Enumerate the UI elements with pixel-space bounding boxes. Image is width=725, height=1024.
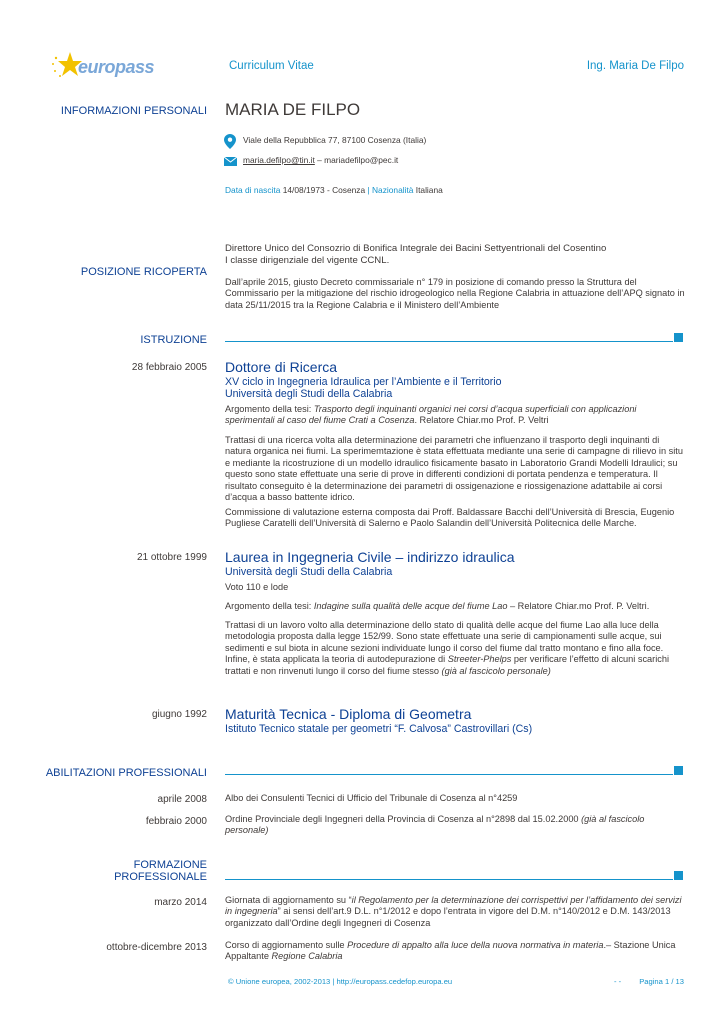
edu-date-1: 28 febbraio 2005	[131, 362, 207, 373]
thesis-label: Argomento della tesi:	[225, 601, 314, 611]
section-rule	[225, 879, 673, 880]
qual-date-2: febbraio 2000	[145, 816, 207, 827]
edu-title-2: Laurea in Ingegneria Civile – indirizzo idraulica	[225, 549, 515, 565]
email-link[interactable]: maria.defilpo@tin.it	[243, 155, 315, 165]
edu-sub1-3: Istituto Tecnico statale per geometri “F. Calvosa” Castrovillari (Cs)	[225, 723, 533, 735]
edu-sub2-1: Università degli Studi della Calabria	[225, 388, 393, 400]
section-education: ISTRUZIONE	[140, 334, 207, 346]
edu-para2-1: Commissione di valutazione esterna composta dai Proff. Baldassare Bacchi dell’Università di Brescia, Eugenio Pugliese Caratelli dell’Università di Salerno e Paolo Salandin dell’Università Politecnica delle Marche.	[225, 507, 675, 529]
section-position: POSIZIONE RICOPERTA	[80, 266, 207, 278]
para-rest: per verificare l’effetto di alcuni scarichi trattati e non rinvenuti lungo il corso del fiume stesso	[225, 654, 669, 676]
footer-page: Pagina 1 / 13	[639, 977, 684, 986]
qual-text-2	[225, 814, 685, 837]
training-italic: Procedure di appalto alla luce della nuova normativa in materia	[347, 940, 604, 950]
thesis-label: Argomento della tesi:	[225, 404, 314, 414]
training-pre: Corso di aggiornamento sulle	[225, 940, 348, 950]
pec-email: – mariadefilpo@pec.it	[314, 155, 399, 165]
edu-para1-2	[225, 620, 685, 677]
section-square	[674, 333, 683, 342]
section-square	[674, 871, 683, 880]
nationality-value: Italiana	[413, 185, 443, 195]
para-tail: (già al fascicolo personale)	[441, 665, 551, 676]
qual-text-1: Albo dei Consulenti Tecnici di Ufficio del Tribunale di Cosenza al n°4259	[225, 793, 518, 803]
footer-dashes: - -	[614, 977, 622, 986]
position-line1: Direttore Unico del Consozrio di Bonifica Integrale dei Bacini Settyentrionali del Cosentino	[225, 243, 607, 254]
thesis-rest: . Relatore Chiar.mo Prof. P. Veltri	[414, 415, 549, 426]
training-date-2: ottobre-dicembre 2013	[106, 942, 207, 953]
training-italic2: Regione Calabria	[271, 951, 343, 962]
europass-logo-text: europass	[78, 57, 155, 77]
person-name: MARIA DE FILPO	[225, 100, 361, 119]
training-text-1	[225, 895, 685, 929]
section-rule	[225, 774, 673, 775]
training-italic: il Regolamento per la determinazione dei corrispettivi per l’affidamento dei servizi in ingegneria	[225, 895, 682, 917]
thesis-title: Indagine sulla qualità delle acque del fiume Lao	[313, 601, 508, 611]
qual-date-1: aprile 2008	[157, 794, 207, 805]
edu-grade-2: Voto 110 e lode	[225, 582, 289, 592]
location-pin-icon	[224, 134, 236, 149]
position-line2: I classe dirigenziale del vigente CCNL.	[225, 255, 390, 266]
section-training-l2: PROFESSIONALE	[114, 871, 207, 883]
section-training-l1: FORMAZIONE	[133, 859, 207, 871]
section-personal: INFORMAZIONI PERSONALI	[60, 105, 207, 117]
header-person-name: Ing. Maria De Filpo	[586, 60, 684, 72]
address: Viale della Repubblica 77, 87100 Cosenza (Italia)	[243, 135, 427, 145]
qual-italic: (già al fascicolo personale)	[225, 814, 645, 836]
edu-thesis-2	[225, 601, 685, 612]
edu-sub1-1: XV ciclo in Ingegneria Idraulica per l’Ambiente e il Territorio	[225, 376, 502, 388]
edu-title-1: Dottore di Ricerca	[225, 359, 338, 375]
qual-text: Ordine Provinciale degli Ingegneri della Provincia di Cosenza al n°2898 dal 15.02.2000	[225, 814, 582, 824]
edu-sub1-2: Università degli Studi della Calabria	[225, 566, 393, 578]
para-text: Trattasi di un lavoro volto alla determinazione dello stato di qualità delle acque del fiume Lao alla luce della metodologia proposta dalla legge 152/99. Sono state effettuate una serie di campionamenti sulle acque, sui sedimenti e sul biota in alcune sezioni individuate lungo il corso del fiume dal tratto montano e fino alla foce. Infine, è stata applicata la teoria di autodepurazione di	[225, 620, 664, 665]
training-post: ” ai sensi dell’art.9 D.L. n°1/2012 e dopo l’entrata in vigore del D.M. n°140/2012 e D.M. 143/2013 organizzato dall’Ordine degli Ingegneri di Cosenza	[225, 906, 671, 928]
birth-label: Data di nascita	[225, 185, 281, 195]
footer-copyright[interactable]: © Unione europea, 2002-2013 | http://europass.cedefop.europa.eu	[228, 977, 453, 986]
para-italic: Streeter-Phelps	[447, 654, 512, 665]
edu-title-3: Maturità Tecnica - Diploma di Geometra	[225, 706, 472, 722]
section-square	[674, 766, 683, 775]
section-rule	[225, 341, 673, 342]
edu-para1-1: Trattasi di una ricerca volta alla determinazione dei parametri che influenzano il trasporto degli inquinanti di natura organica nei fiumi. La sperimemtazione è stata effettuata mediante una serie di campagne di rilievo in situ e mediante la ricostruzione di un modello idraulico fisicamente basato in Laboratorio Grandi Modelli Idraulici; su questo sono state effettuate una serie di prove in differenti condizioni di portata pendenza e temperatura. Il risultato conseguito è la determinazione dei parametri di ossigenazione e riossigenazione adattabile ai corsi d’acqua a basso battente idrico.	[225, 435, 683, 503]
separator: |	[367, 185, 370, 195]
birth-nationality	[225, 185, 443, 195]
edu-date-2: 21 ottobre 1999	[136, 552, 207, 563]
training-date-1: marzo 2014	[154, 897, 207, 908]
email-line	[243, 155, 398, 165]
section-qualifications: ABILITAZIONI PROFESSIONALI	[45, 767, 207, 779]
email-icon	[224, 157, 237, 166]
position-paragraph: Dall’aprile 2015, giusto Decreto commissariale n° 179 in posizione di comando presso la Struttura del Commissario per la mitigazione del rischio idrogeologico nella Regione Calabria in attuazione dell’APQ signato in data 25/11/2015 tra la Regione Calabria e il Ministero dell’Ambiente	[225, 277, 685, 310]
doc-title: Curriculum Vitae	[229, 60, 314, 72]
edu-date-3: giugno 1992	[151, 709, 207, 720]
thesis-title: Trasporto degli inquinanti organici nei corsi d’acqua superficiali con applicazioni sperimentali al caso del fiume Crati a Cosenza	[225, 404, 637, 426]
europass-logo	[50, 50, 160, 82]
edu-thesis-1	[225, 404, 685, 427]
training-pre: Giornata di aggiornamento su “	[225, 895, 352, 905]
nationality-label: Nazionalità	[369, 185, 414, 195]
training-text-2	[225, 940, 685, 963]
thesis-rest: – Relatore Chiar.mo Prof. P. Veltri.	[507, 601, 650, 611]
birth-value: 14/08/1973 - Cosenza	[280, 185, 368, 195]
training-post: .– Stazione Unica Appaltante	[225, 940, 676, 962]
